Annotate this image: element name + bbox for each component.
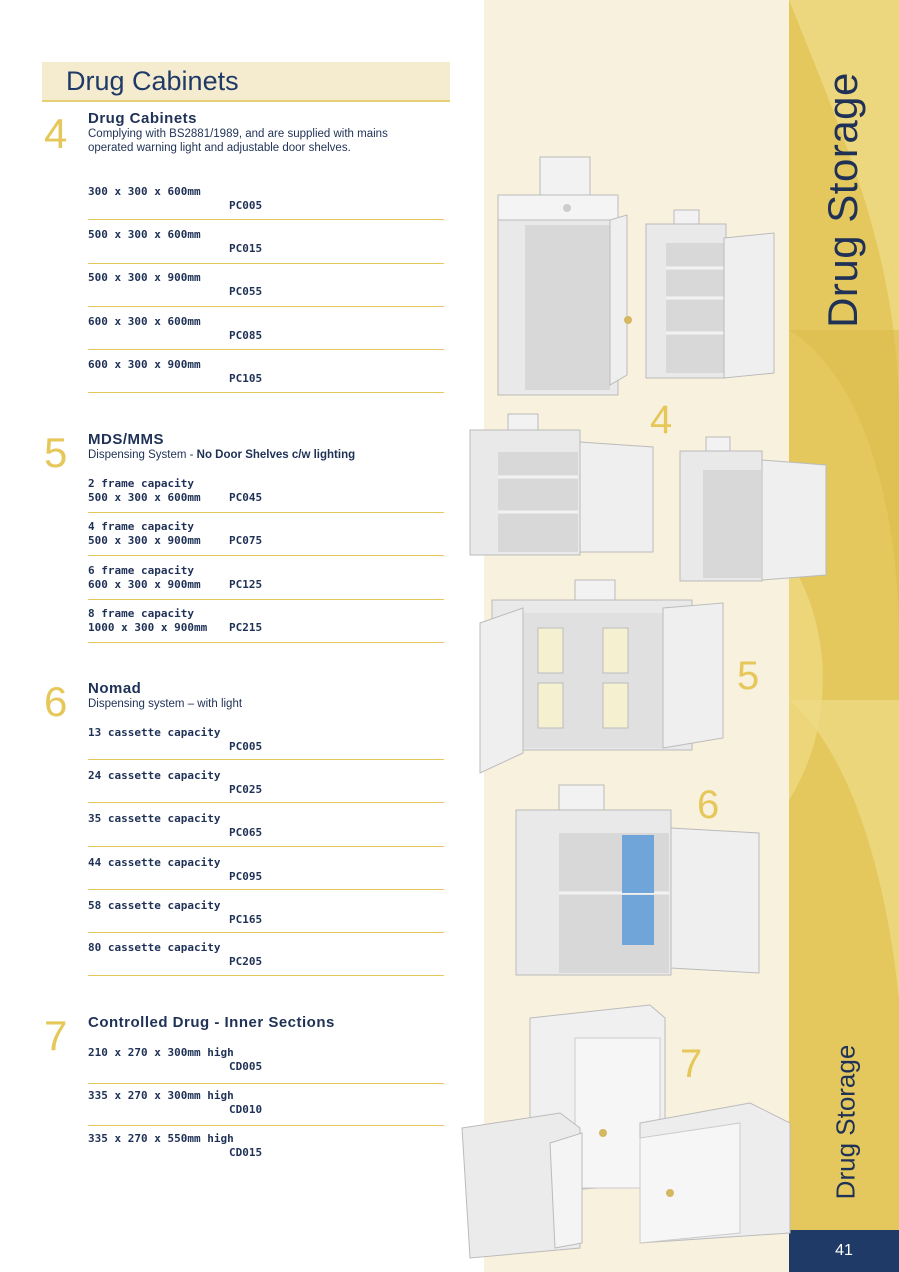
item-code: PC105	[229, 372, 263, 385]
sidebar-title-top: Drug Storage	[819, 72, 866, 328]
item-size: 600 x 300 x 900mm	[88, 578, 201, 591]
page-number: 41	[789, 1230, 899, 1272]
list-item	[88, 185, 444, 220]
cabinet-image-controlled	[460, 1003, 795, 1268]
item-code: PC085	[229, 329, 263, 342]
item-label: 24 cassette capacity	[88, 769, 221, 782]
item-code: PC005	[229, 740, 263, 753]
item-code: PC215	[229, 621, 263, 634]
section-description: Dispensing system – with light	[88, 698, 243, 710]
image-label: 7	[680, 1042, 703, 1086]
list-item	[88, 564, 444, 600]
section-number: 4	[44, 110, 68, 157]
item-label: 35 cassette capacity	[88, 812, 221, 825]
item-label: 500 x 300 x 600mm	[88, 228, 201, 241]
list-item	[88, 726, 444, 760]
section-description	[88, 448, 428, 462]
item-label: 4 frame capacity	[88, 520, 194, 533]
list-item	[88, 228, 444, 264]
item-label: 2 frame capacity	[88, 477, 194, 490]
list-item	[88, 607, 444, 643]
image-label: 5	[737, 654, 760, 698]
image-label: 6	[697, 783, 720, 827]
cabinet-image-medium	[644, 208, 779, 380]
cabinet-image-nomad	[514, 783, 764, 978]
cabinet-image-small	[678, 435, 828, 585]
item-code: CD015	[229, 1146, 263, 1159]
item-code: CD005	[229, 1060, 263, 1073]
item-label: 335 x 270 x 300mm high	[88, 1089, 234, 1102]
page-title: Drug Cabinets	[66, 66, 239, 96]
item-code: PC025	[229, 783, 263, 796]
item-code: PC095	[229, 870, 263, 883]
list-item	[88, 856, 444, 890]
section-number: 7	[44, 1012, 68, 1059]
item-label: 600 x 300 x 600mm	[88, 315, 201, 328]
item-label: 58 cassette capacity	[88, 899, 221, 912]
section-title: Nomad	[88, 680, 142, 697]
item-label: 335 x 270 x 550mm high	[88, 1132, 234, 1145]
item-code: PC075	[229, 534, 263, 547]
cabinet-image-dispensing	[478, 578, 728, 778]
item-code: PC045	[229, 491, 263, 504]
list-item	[88, 520, 444, 556]
list-item	[88, 315, 444, 350]
list-item	[88, 1089, 444, 1126]
item-label: 6 frame capacity	[88, 564, 194, 577]
item-code: PC015	[229, 242, 263, 255]
item-label: 44 cassette capacity	[88, 856, 221, 869]
section-title: Drug Cabinets	[88, 110, 198, 127]
item-label: 500 x 300 x 900mm	[88, 271, 201, 284]
section-number: 6	[44, 678, 68, 725]
page-header	[42, 62, 450, 102]
cabinet-image-wide	[468, 412, 658, 557]
item-code: PC065	[229, 826, 263, 839]
item-size: 500 x 300 x 600mm	[88, 491, 201, 504]
cabinet-image-tall	[495, 155, 635, 400]
item-label: 210 x 270 x 300mm high	[88, 1046, 234, 1059]
list-item	[88, 812, 444, 847]
section-number: 5	[44, 429, 68, 476]
item-code: PC005	[229, 199, 263, 212]
item-label: 300 x 300 x 600mm	[88, 185, 201, 198]
list-item	[88, 358, 444, 393]
list-item	[88, 1132, 444, 1162]
image-label: 4	[650, 398, 673, 442]
item-code: PC205	[229, 955, 263, 968]
list-item	[88, 477, 444, 513]
item-code: PC165	[229, 913, 263, 926]
section-title: MDS/MMS	[88, 431, 164, 448]
list-item	[88, 1046, 444, 1084]
description-bold: No Door Shelves c/w lighting	[196, 449, 356, 461]
section-title: Controlled Drug - Inner Sections	[88, 1014, 335, 1031]
item-size: 1000 x 300 x 900mm	[88, 621, 208, 634]
item-size: 500 x 300 x 900mm	[88, 534, 201, 547]
section-description: Complying with BS2881/1989, and are supplied with mains operated warning light and adjustable door shelves.	[88, 128, 388, 154]
item-label: 8 frame capacity	[88, 607, 194, 620]
item-label: 80 cassette capacity	[88, 941, 221, 954]
list-item	[88, 899, 444, 933]
item-label: 13 cassette capacity	[88, 726, 221, 739]
description-prefix: Dispensing System -	[88, 449, 197, 461]
item-code: PC055	[229, 285, 263, 298]
item-code: CD010	[229, 1103, 263, 1116]
list-item	[88, 271, 444, 307]
sidebar-title-bottom: Drug Storage	[830, 1044, 861, 1200]
list-item	[88, 769, 444, 803]
list-item	[88, 941, 444, 976]
item-code: PC125	[229, 578, 263, 591]
item-label: 600 x 300 x 900mm	[88, 358, 201, 371]
